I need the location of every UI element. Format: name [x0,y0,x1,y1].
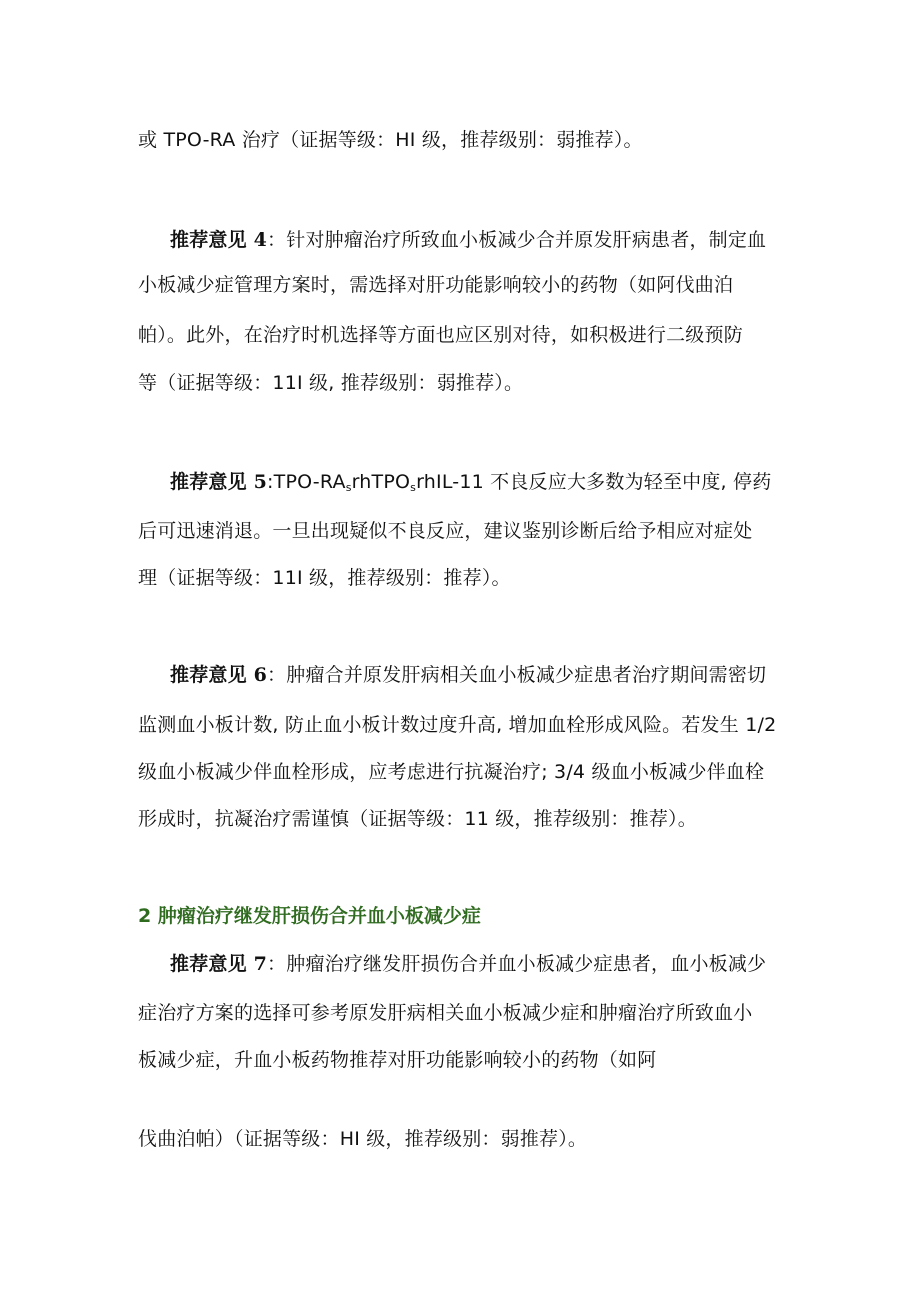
rec5-text-b: rhTPO [351,471,411,493]
rec7-text-1: ：肿瘤治疗继发肝损伤合并血小板减少症患者，血小板减少 [267,953,767,975]
rec7-line-1 [170,952,766,976]
rec5-sub-1: s [345,481,352,494]
section-2-heading: 2 肿瘤治疗继发肝损伤合并血小板减少症 [138,905,481,927]
final-line: 伐曲泊帕）（证据等级：HI 级，推荐级别：弱推荐）。 [138,1128,588,1150]
rec5-line-1 [170,470,771,500]
rec4-line-3: 帕）。此外，在治疗时机选择等方面也应区别对待，如积极进行二级预防 [138,324,743,346]
rec6-line-3: 级血小板减少伴血栓形成，应考虑进行抗凝治疗; 3/4 级血小板减少伴血栓 [138,761,765,783]
rec5-line-3: 理（证据等级：11I 级，推荐级别：推荐）。 [138,567,511,589]
rec5-text-c: rhIL-11 不良反应大多数为轻至中度, 停药 [416,471,772,493]
rec4-line-2: 小板减少症管理方案时，需选择对肝功能影响较小的药物（如阿伐曲泊 [138,274,734,296]
rec5-label: 推荐意见 5 [170,471,268,493]
rec5-text-a: :TPO-RA [267,471,346,493]
rec6-label: 推荐意见 6 [170,664,268,686]
rec4-label: 推荐意见 4 [170,229,268,251]
rec5-sub-2: s [410,481,417,494]
rec7-label: 推荐意见 7 [170,953,268,975]
intro-line: 或 TPO-RA 治疗（证据等级：HI 级，推荐级别：弱推荐）。 [138,129,643,151]
rec4-line-1 [170,228,766,252]
rec4-text-1: ：针对肿瘤治疗所致血小板减少合并原发肝病患者，制定血 [267,229,767,251]
rec6-line-2: 监测血小板计数, 防止血小板计数过度升高, 增加血栓形成风险。若发生 1/2 [138,714,777,736]
rec6-line-1 [170,663,766,687]
rec4-line-4: 等（证据等级：11I 级, 推荐级别：弱推荐）。 [138,372,524,394]
rec7-line-2: 症治疗方案的选择可参考原发肝病相关血小板减少症和肿瘤治疗所致血小 [138,1002,753,1024]
rec7-line-3: 板减少症，升血小板药物推荐对肝功能影响较小的药物（如阿 [138,1049,657,1071]
rec6-line-4: 形成时，抗凝治疗需谨慎（证据等级：11 级，推荐级别：推荐）。 [138,808,697,830]
rec5-line-2: 后可迅速消退。一旦出现疑似不良反应，建议鉴别诊断后给予相应对症处 [138,520,753,542]
rec6-text-1: ：肿瘤合并原发肝病相关血小板减少症患者治疗期间需密切 [267,664,767,686]
